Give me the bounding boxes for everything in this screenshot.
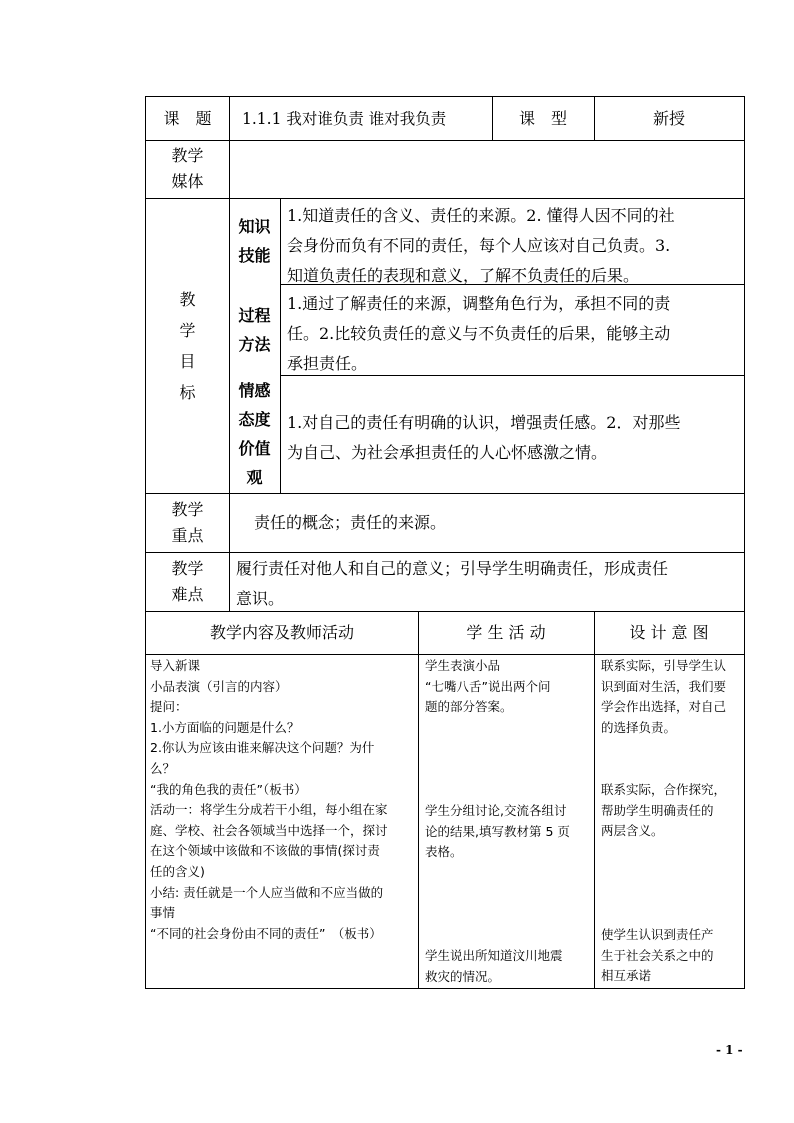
list-item: 在这个领域中该做和不该做的事情(探讨责	[150, 843, 380, 859]
design-intent-3: 使学生认识到责任产 生于社会关系之中的 相互承诺	[601, 927, 714, 984]
list-item: 么？	[150, 760, 176, 776]
list-item: 导入新课	[150, 658, 201, 673]
design-intent-2: 联系实际，合作探究， 帮助学生明确责任的 两层含义。	[601, 782, 727, 839]
column-header-student: 学 生 活 动	[466, 622, 546, 642]
list-item: “我的角色我的责任”（板书）	[150, 781, 307, 797]
lesson-plan-table	[145, 96, 745, 989]
teaching-content	[150, 656, 416, 944]
list-item: “不同的社会身份由不同的责任” （板书）	[150, 925, 382, 941]
difficulties-text: 履行责任对他人和自己的意义；引导学生明确责任，形成责任 意识。	[236, 559, 669, 608]
type-value: 新授	[652, 108, 685, 128]
list-item: 1.小方面临的问题是什么？	[150, 719, 300, 735]
emotion-text: 1.对自己的责任有明确的认识，增强责任感。2．对那些 为自己、为社会承担责任的人心怀感激之情。	[287, 413, 681, 462]
topic-value: 1.1.1 我对谁负责 谁对我负责	[242, 109, 447, 128]
knowledge-label: 知识 技能	[238, 217, 271, 265]
column-header-content: 教学内容及教师活动	[209, 622, 354, 642]
difficulties-label: 教学 难点	[171, 558, 204, 604]
list-item: 任的含义)	[150, 863, 205, 879]
knowledge-text: 1.知道责任的含义、责任的来源。2. 懂得人因不同的社 会身份而负有不同的责任，每个人应该对自己负责。3. 知道负责任的表现和意义，了解不负责任的后果。	[287, 206, 675, 285]
list-item: 庭、学校、社会各领域当中选择一个，探讨	[150, 822, 388, 838]
list-item: 小品表演（引言的内容）	[150, 678, 288, 694]
media-label: 教学 媒体	[171, 146, 204, 191]
student-activity-2: 学生分组讨论,交流各组讨 论的结果,填写教材第 5 页 表格。	[425, 803, 570, 860]
list-item: 小结: 责任就是一个人应当做和不应当做的	[150, 884, 384, 900]
list-item: 2.你认为应该由谁来解决这个问题？为什	[150, 740, 375, 756]
list-item: 事情	[150, 905, 176, 921]
design-intent-1: 联系实际，引导学生认 识到面对生活，我们要 学会作出选择，对自己 的选择负责。	[601, 658, 727, 735]
column-header-design: 设 计 意 图	[629, 622, 709, 642]
objectives-label: 教 学 目 标	[179, 289, 196, 402]
type-label: 课 型	[518, 108, 567, 128]
list-item: 活动一：将学生分成若干小组，每小组在家	[150, 802, 388, 818]
topic-label: 课 题	[163, 108, 212, 128]
list-item: 提问：	[150, 699, 188, 715]
media-value	[236, 140, 736, 198]
key-points-label: 教学 重点	[171, 499, 204, 545]
student-activity-1: 学生表演小品 “七嘴八舌”说出两个问 题的部分答案。	[425, 658, 551, 715]
emotion-label: 情感 态度 价值 观	[238, 381, 271, 487]
process-label: 过程 方法	[238, 305, 271, 354]
page-number: - 1 -	[716, 1043, 743, 1057]
process-text: 1.通过了解责任的来源，调整角色行为，承担不同的责 任。2.比较负责任的意义与不负责任的后果，能够主动 承担责任。	[287, 294, 671, 373]
key-points-text: 责任的概念；责任的来源。	[254, 512, 447, 532]
student-activity-3: 学生说出所知道汶川地震 救灾的情况。	[425, 948, 563, 984]
